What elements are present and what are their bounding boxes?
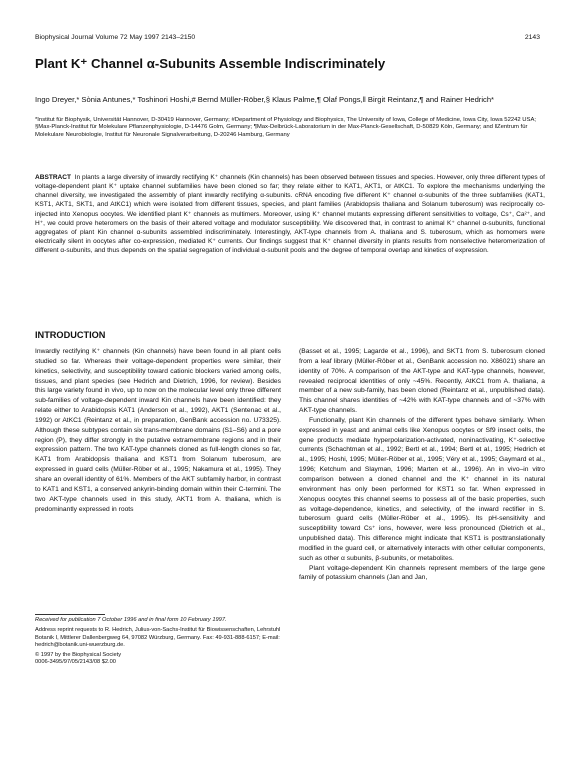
issn-code: 0006-3495/97/05/2143/08 $2.00 — [35, 659, 116, 666]
author-list: Ingo Dreyer,* Sònia Antunes,* Toshinori Hoshi,# Bernd Müller-Röber,§ Klaus Palme,¶ Olaf Pongs,‖ Birgit Reintanz,¶ and Rainer Hedrich* — [35, 95, 494, 104]
copyright: © 1997 by the Biophysical Society — [35, 652, 122, 659]
footnote-divider — [35, 614, 105, 615]
footnotes — [35, 617, 281, 670]
page-number: 2143 — [524, 34, 540, 41]
abstract-text: In plants a large diversity of inwardly rectifying K⁺ channels (Kin channels) has been observed between tissues and species. However, only three different types of voltage-dependent plant K⁺ uptake channel subfamilies have been cloned so far; they relate either to KAT1, AKT1, or AtKC1. To explore the mechanisms underlying the channel diversity, we investigated the assembly of plant inwardly rectifying α-subunits. cRNA encoding five different K⁺ channel α-subunits of the three subfamilies (KAT1, KST1, AKT1, SKT1, and AtKC1) which were isolated from different tissues, species, and plant families (Arabidopsis thaliana and Solanum tuberosum) was reciprocally co-injected into Xenopus oocytes. We identified plant K⁺ channels as multimers. Moreover, using K⁺ channel mutants expressing different sensitivities to voltage, Cs⁺, Ca²⁺, and H⁺, we could prove heteromers on the basis of their altered voltage and modulator susceptibility. We discovered that, in contrast to animal K⁺ channel α-subunits, functional aggregates of plant Kin channel α-subunits assembled indiscriminately. Interestingly, AKT-type channels from A. thaliana and S. tuberosum, which as homomers were electrically silent in oocytes after co-expression, mediated K⁺ currents. Our findings suggest that K⁺ channel diversity in plants results from nonselective heteromerization of different α-subunits, and thus depends on the spatial segregation of individual α-subunit pools and the degree of temporal overlap and kinetics of expression. — [35, 174, 545, 255]
reprint-address: Address reprint requests to R. Hedrich, Julius-von-Sachs-Institut für Biowissenschaften, Lehrstuhl Botanik I, Mittlerer Dallenbergweg 64, 97082 Würzburg, Germany. Fax: 49-931-888-6157; E-mail: hedrich@botanik.uni-wuerzburg.de. — [35, 627, 281, 648]
paragraph: Inwardly rectifying K⁺ channels (Kin channels) have been found in all plant cells studied so far. Whereas their voltage-dependent properties were similar, their kinetics, selectivity, and susceptibility toward cationic blockers varied among cells, tissues, and plant species (see Hedrich and Dietrich, 1996, for review). Besides this large variety found in vivo, up to now on the molecular level only three different sub-families of voltage-dependent inward Kin channels have been identified: they relate either to Arabidopsis KAT1 (Anderson et al., 1992), AKT1 (Sentenac et al., 1992) or AtKC1 (Reintanz et al., in preparation, GenBank accession no. U73325). Although these subtypes contain six trans-membrane domains (S1–S6) and a pore region (P), they differ strongly in the putative extramembrane regions and in their expression pattern. The two KAT-type channels cloned as full-length clones so far, KAT1 from Arabidopsis thaliana and KST1 from Solanum tuberosum, are expressed in guard cells (Müller-Röber et al., 1995; Nakamura et al., 1995). They share an overall identity of 61%. Members of the AKT subfamily harbor, in contrast to KAT1 and KST1, a conserved ankyrin-binding domain within their C-termini. The two AKT-type channels used in this study, AKT1 from A. thaliana, which is predominantly expressed in roots — [35, 348, 281, 513]
paragraph: Functionally, plant Kin channels of the different types behave similarly. When expressed in yeast and animal cells like Xenopus oocytes or Sf9 insect cells, the gene products mediate hyperpolarization-activated, noninactivating, K⁺-selective currents (Schachtman et al., 1992; Bertl et al., 1994; Bertl et al., 1995; Hedrich et al., 1995; Hoshi, 1995; Müller-Röber et al., 1995; Véry et al., 1995; Gaymard et al., 1996; Ketchum and Slayman, 1996; Marten et al., 1996). An in vivo–in vitro comparison between a cloned channel and the K⁺ channel in its natural environment has only been performed for KST1 so far. When expressed in Xenopus oocytes this channel seems to possess all of the basic properties, such as voltage-dependence, kinetics, and selectivity, of the inward rectifier in S. tuberosum guard cells (Müller-Röber et al., 1995). Its pH-sensitivity and susceptibility toward Cs⁺ ions, however, were less pronounced (Dietrich et al., unpublished data). This difference might indicate that KST1 is posttranslationally modified in the guard cell, or alternatively interacts with other cellular components, such as other α subunits, β-subunits, or metabolites. — [299, 416, 545, 562]
left-column — [35, 347, 281, 514]
affiliations: *Institut für Biophysik, Universität Hannover, D-30419 Hannover, Germany; #Department of Physiology and Biophysics, The University of Iowa, College of Medicine, Iowa City, Iowa 52242 USA; §Max-Planck-Institut für Molekulare Pflanzenphysiologie, D-14476 Golm, Germany; ¶Max-Delbrück-Laboratorium in der Max-Planck-Gesellschaft, D-50829 Köln, Germany; and ‖Zentrum für Molekulare Neurobiologie, Institut für Neuronale Signalverarbeitung, D-20246 Hamburg, Germany — [35, 117, 537, 138]
section-heading-introduction: INTRODUCTION — [35, 330, 106, 340]
received-note: Received for publication 7 October 1996 and in final form 10 February 1997. — [35, 617, 227, 623]
paragraph: Plant voltage-dependent Kin channels represent members of the large gene family of potassium channels (Jan and Jan, — [299, 564, 545, 582]
running-head — [35, 34, 540, 41]
right-column — [299, 347, 545, 583]
journal-citation: Biophysical Journal Volume 72 May 1997 2143–2150 — [35, 34, 196, 41]
paragraph: (Basset et al., 1995; Lagarde et al., 1996), and SKT1 from S. tuberosum cloned from a leaf library (Müller-Röber et al., GenBank accession no. X86021) share an identity of 70%. A comparison of the AKT-type and KAT-type channels, however, revealed reciprocal identities of only ~45%. Recently, AtKC1 from A. thaliana, a member of a new sub-family, has been cloned (Reintanz et al., unpublished data). This channel shares identities of ~42% with KAT-type channels and of ~37% with AKT-type channels. — [299, 348, 545, 415]
abstract-label: ABSTRACT — [35, 174, 72, 181]
article-title: Plant K⁺ Channel α-Subunits Assemble Indiscriminately — [35, 56, 386, 71]
abstract — [35, 173, 545, 255]
